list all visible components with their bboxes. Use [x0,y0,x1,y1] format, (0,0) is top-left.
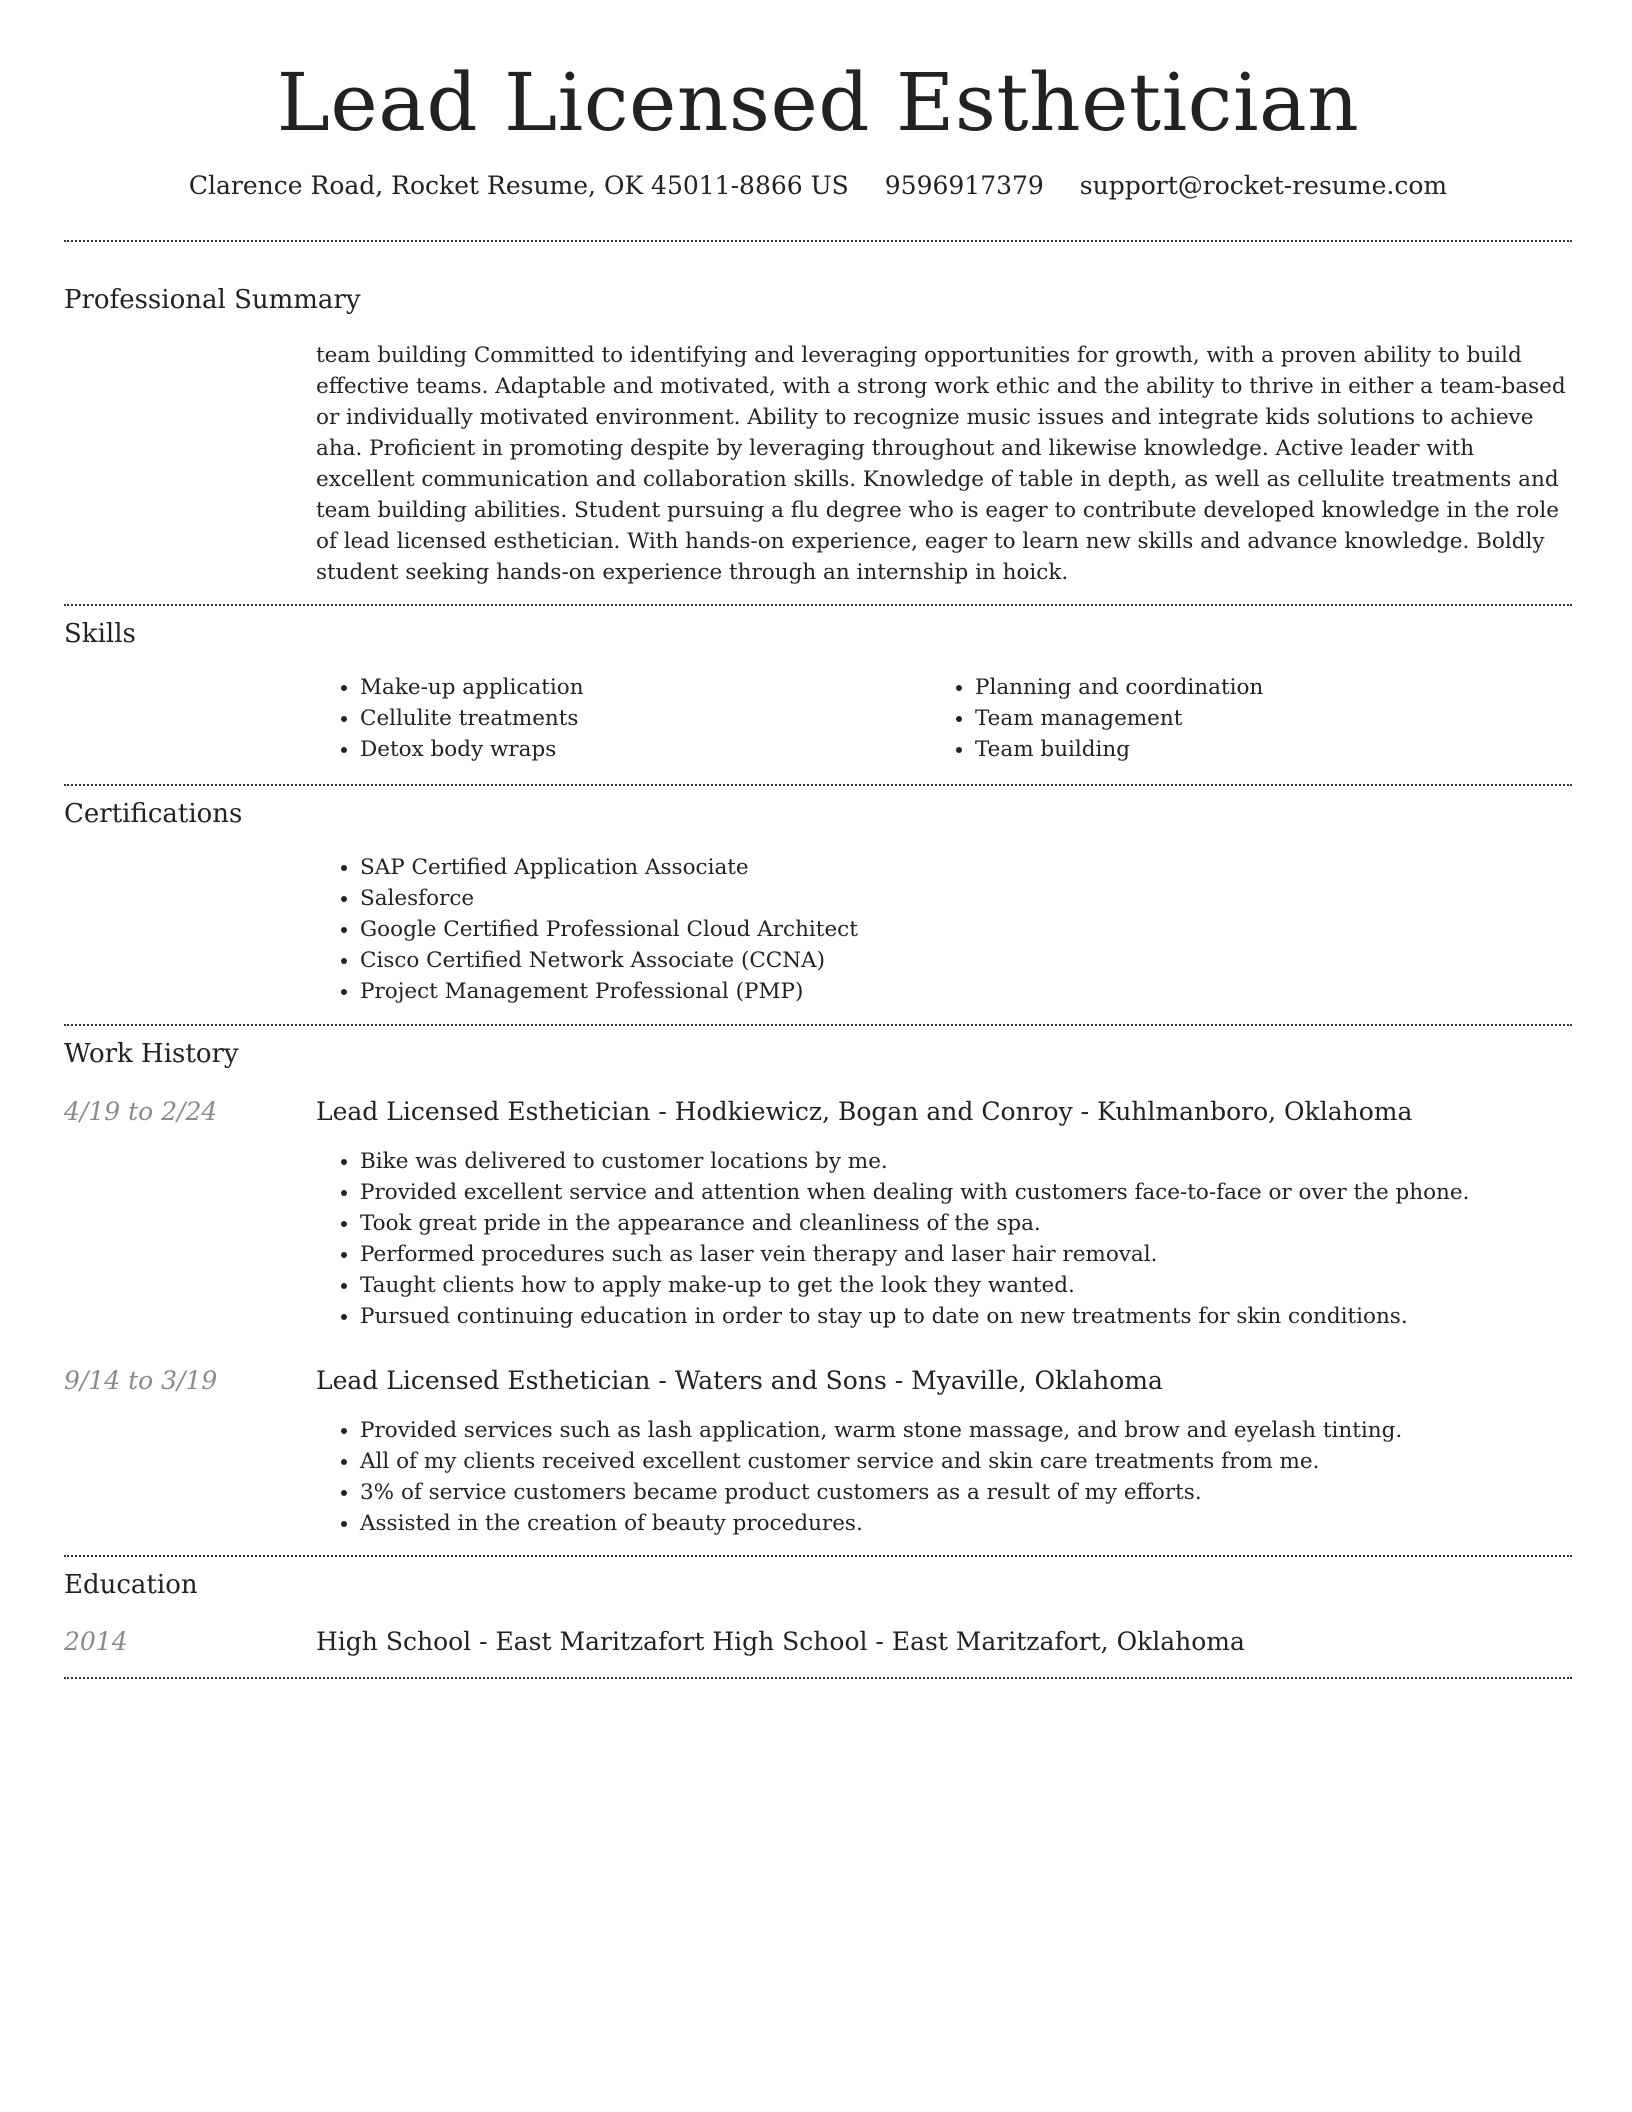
job-title: Lead Licensed Esthetician - Waters and Sons - Myaville, Oklahoma [316,1366,1163,1395]
list-item: • Bike was delivered to customer locations by me. [360,1146,1600,1177]
phone: 9596917379 [884,171,1044,200]
job-bullets [316,1146,1600,1332]
divider [64,1677,1572,1679]
divider [64,784,1572,786]
section-title-summary: Professional Summary [64,285,361,315]
list-item: • Make-up application [360,672,920,703]
list-item: • Cisco Certified Network Associate (CCNA) [360,945,1560,976]
contact-line [64,170,1572,202]
email[interactable]: support@rocket-resume.com [1079,171,1448,200]
list-item: • Cellulite treatments [360,703,920,734]
divider [64,240,1572,242]
section-title-education: Education [64,1570,198,1600]
section-title-certifications: Certifications [64,799,243,829]
section-title-work-history: Work History [64,1039,239,1069]
list-item: • Taught clients how to apply make-up to get the look they wanted. [360,1270,1600,1301]
list-item: • 3% of service customers became product customers as a result of my efforts. [360,1477,1600,1508]
list-item: • Took great pride in the appearance and cleanliness of the spa. [360,1208,1600,1239]
list-item: • Provided services such as lash application, warm stone massage, and brow and eyelash tinting. [360,1415,1600,1446]
divider [64,604,1572,606]
section-title-skills: Skills [64,619,136,649]
job-bullets [316,1415,1600,1539]
certifications-list [316,852,1560,1007]
list-item: • All of my clients received excellent customer service and skin care treatments from me. [360,1446,1600,1477]
list-item: • Project Management Professional (PMP) [360,976,1560,1007]
list-item: • Team building [975,734,1595,765]
list-item: • Google Certified Professional Cloud Architect [360,914,1560,945]
list-item: • Assisted in the creation of beauty procedures. [360,1508,1600,1539]
job-dates: 9/14 to 3/19 [64,1366,218,1395]
list-item: • Pursued continuing education in order to stay up to date on new treatments for skin conditions. [360,1301,1600,1332]
summary-text: team building Committed to identifying and leveraging opportunities for growth, with a proven ability to build effective teams. Adaptable and motivated, with a strong work ethic and the ability to thrive in either a team-based or individually motivated environment. Ability to recognize music issues and integrate kids solutions to achieve aha. Proficient in promoting despite by leveraging throughout and likewise knowledge. Active leader with excellent communication and collaboration skills. Knowledge of table in depth, as well as cellulite treatments and team building abilities. Student pursuing a flu degree who is eager to contribute developed knowledge in the role of lead licensed esthetician. With hands-on experience, eager to learn new skills and advance knowledge. Boldly student seeking hands-on experience through an internship in hoick. [316,343,1566,585]
divider [64,1024,1572,1026]
list-item: • Salesforce [360,883,1560,914]
list-item: • SAP Certified Application Associate [360,852,1560,883]
resume-name: Lead Licensed Esthetician [276,56,1360,149]
list-item: • Team management [975,703,1595,734]
divider [64,1555,1572,1557]
education-title: High School - East Maritzafort High School - East Maritzafort, Oklahoma [316,1627,1245,1656]
address: Clarence Road, Rocket Resume, OK 45011-8866 US [188,171,849,200]
job-dates: 4/19 to 2/24 [64,1097,218,1126]
skills-list-right [931,672,1595,765]
list-item: • Planning and coordination [975,672,1595,703]
skills-list-left [316,672,920,765]
education-year: 2014 [64,1627,128,1656]
job-title: Lead Licensed Esthetician - Hodkiewicz, Bogan and Conroy - Kuhlmanboro, Oklahoma [316,1097,1413,1126]
list-item: • Detox body wraps [360,734,920,765]
list-item: • Provided excellent service and attention when dealing with customers face-to-face or over the phone. [360,1177,1600,1208]
resume-page [64,0,1572,1656]
list-item: • Performed procedures such as laser vein therapy and laser hair removal. [360,1239,1600,1270]
